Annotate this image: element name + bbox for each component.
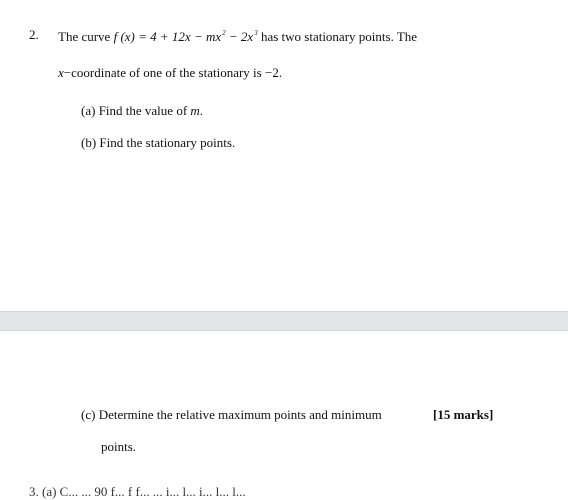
part-c-label: (c) — [81, 407, 96, 422]
question-number: 2. — [29, 27, 39, 42]
marks-label: [15 marks] — [433, 407, 494, 422]
part-a-label: (a) — [81, 103, 96, 118]
part-a-end: . — [199, 103, 204, 118]
part-b — [81, 135, 235, 151]
part-a — [81, 103, 203, 119]
formula-exponent-2: 2 — [222, 29, 226, 37]
x-coordinate-value: −2 — [264, 65, 279, 80]
part-c-continuation: points. — [101, 439, 137, 454]
part-c — [81, 407, 382, 423]
part-a-text: Find the value of — [98, 103, 188, 118]
question-stem-line-1 — [58, 29, 417, 45]
part-b-text: Find the stationary points. — [99, 135, 236, 150]
part-c-text: Determine the relative maximum points and minimum — [98, 407, 382, 422]
stem-line-2-end: . — [278, 65, 283, 80]
stem-suffix: has two stationary points. The — [260, 29, 418, 44]
stem-prefix: The curve — [58, 29, 111, 44]
stem-line-2-text: −coordinate of one of the stationary is — [63, 65, 262, 80]
formula-exponent-3: 3 — [254, 29, 258, 37]
question-stem-line-2 — [58, 65, 282, 81]
curve-formula — [114, 29, 261, 44]
formula-part-a: f (x) = 4 + 12x − mx — [113, 29, 222, 44]
formula-part-b: − 2x — [225, 29, 254, 44]
next-question-partial: 3. (a) C... ... 90 f... f f... ... i... l... i... l... l... — [29, 484, 246, 499]
x-variable: x — [58, 65, 64, 80]
m-variable: m — [190, 103, 200, 118]
page-separator — [0, 311, 568, 331]
part-b-label: (b) — [81, 135, 97, 150]
